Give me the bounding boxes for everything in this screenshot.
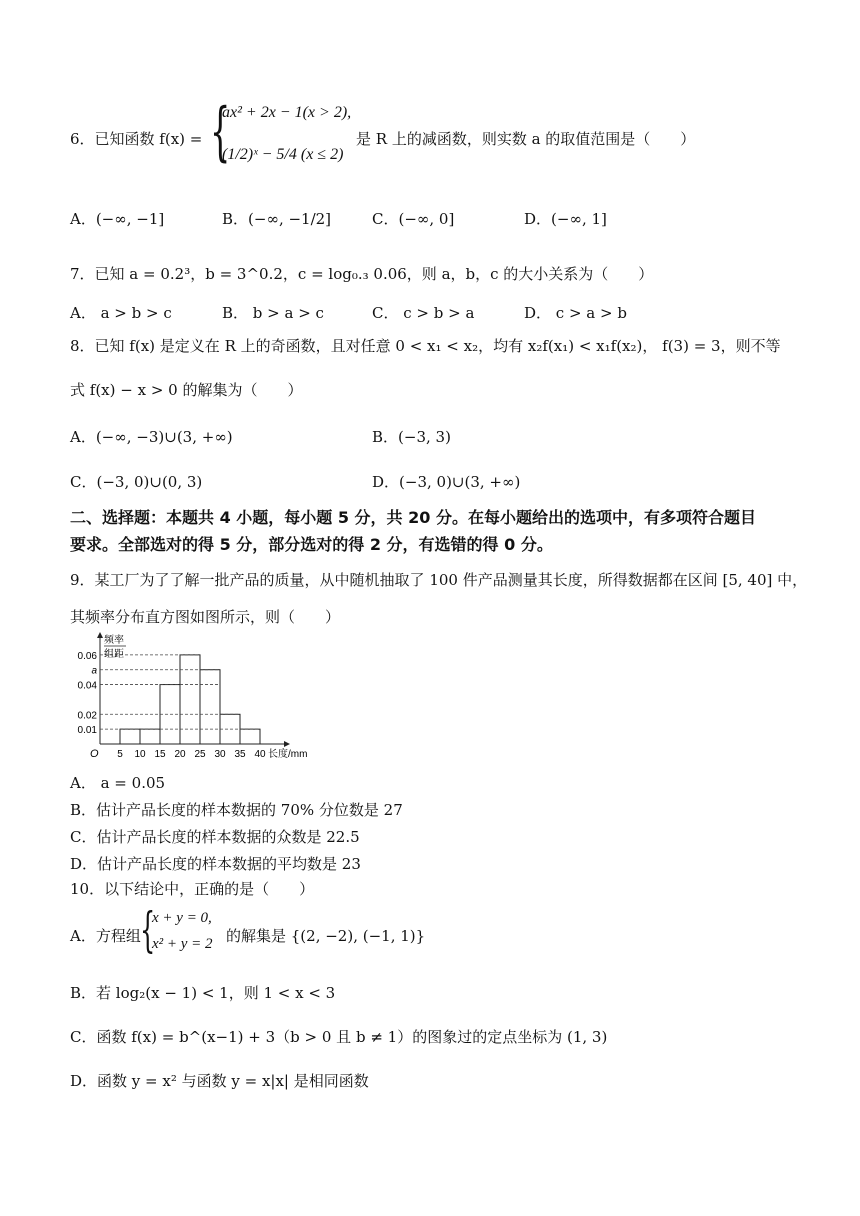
x-tick-label: 15 <box>154 749 166 760</box>
q6-piece1: ax² + 2x − 1(x > 2), <box>222 104 352 121</box>
y-tick-label: 0.06 <box>77 650 97 662</box>
q7-option-b: B． b > a > c <box>222 304 324 322</box>
q7-option-a: A． a > b > c <box>70 304 172 322</box>
q6-brace: { <box>210 95 231 169</box>
q9-stem: 9．某工厂为了了解一批产品的质量，从中随机抽取了 100 件产品测量其长度，所得数据都在区间 [5, 40] 中， <box>70 571 808 589</box>
section2-line2: 要求。全部选对的得 5 分，部分选对的得 2 分，有选错的得 0 分。 <box>70 535 553 554</box>
y-tick-label: 0.02 <box>77 710 97 722</box>
q10-stem: 10．以下结论中，正确的是（ ） <box>70 880 315 898</box>
frequency-histogram <box>70 630 308 770</box>
x-tick-label: 25 <box>194 749 206 760</box>
q7-option-d: D． c > a > b <box>524 304 627 322</box>
x-axis-arrow <box>284 741 290 747</box>
y-tick-label: 0.04 <box>77 680 97 692</box>
q9-option-a: A． a = 0.05 <box>70 774 166 792</box>
q8-stem2: 式 f(x) − x > 0 的解集为（ ） <box>70 381 303 399</box>
section2-line1: 二、选择题：本题共 4 小题，每小题 5 分，共 20 分。在每小题给出的选项中，有多项符合题目 <box>70 508 756 527</box>
histogram-bar <box>200 670 220 744</box>
x-tick-label: 35 <box>234 749 246 760</box>
q9-stem2: 其频率分布直方图如图所示，则（ ） <box>70 608 341 626</box>
y-axis-arrow <box>97 632 103 638</box>
q6-piece2: (1/2)ˣ − 5/4 (x ≤ 2) <box>222 146 344 163</box>
q8-option-a: A．(−∞, −3)∪(3, +∞) <box>70 428 233 446</box>
q10-option-a-suffix: 的解集是 {(2, −2), (−1, 1)} <box>226 927 426 945</box>
q9-option-c: C．估计产品长度的样本数据的众数是 22.5 <box>70 828 360 846</box>
q6-tail: 是 R 上的减函数，则实数 a 的取值范围是（ ） <box>356 130 696 148</box>
x-tick-label: 20 <box>174 749 186 760</box>
q7-stem: 7．已知 a = 0.2³，b = 3^0.2，c = log₀.₃ 0.06，则 a，b，c 的大小关系为（ ） <box>70 265 654 283</box>
q9-option-b: B．估计产品长度的样本数据的 70% 分位数是 27 <box>70 801 403 819</box>
x-axis-label: 长度/mm <box>268 749 308 760</box>
x-tick-label: 40 <box>254 749 266 760</box>
q7-option-c: C． c > b > a <box>372 304 475 322</box>
x-tick-label: 5 <box>117 749 123 760</box>
q10-brace: { <box>140 902 156 958</box>
q10-option-a-prefix: A．方程组 <box>70 927 141 945</box>
q8-stem: 8．已知 f(x) 是定义在 R 上的奇函数，且对任意 0 < x₁ < x₂，均有 x₂f(x₁) < x₁f(x₂)， f(3) = 3，则不等 <box>70 337 781 355</box>
origin-label: O <box>90 748 99 760</box>
histogram-bar <box>140 729 160 744</box>
q6-stem: 6．已知函数 f(x) = <box>70 130 203 148</box>
histogram-bar <box>180 655 200 744</box>
q10-option-c: C．函数 f(x) = b^(x−1) + 3（b > 0 且 b ≠ 1）的图象过的定点坐标为 (1, 3) <box>70 1028 608 1046</box>
histogram-bar <box>240 729 260 744</box>
q6-option-c: C．(−∞, 0] <box>372 210 455 228</box>
q10-eq2: x² + y = 2 <box>152 936 213 952</box>
q8-option-b: B．(−3, 3) <box>372 428 451 446</box>
x-tick-label: 10 <box>134 749 146 760</box>
y-tick-label: 0.01 <box>77 725 97 737</box>
y-axis-label-bottom: 组距 <box>104 649 124 660</box>
q6-option-a: A．(−∞, −1] <box>70 210 165 228</box>
histogram-bar <box>120 729 140 744</box>
q10-option-b: B．若 log₂(x − 1) < 1，则 1 < x < 3 <box>70 984 336 1002</box>
q10-option-d: D．函数 y = x² 与函数 y = x|x| 是相同函数 <box>70 1072 369 1090</box>
y-tick-label: a <box>91 665 97 677</box>
q10-eq1: x + y = 0, <box>152 910 212 926</box>
q6-option-d: D．(−∞, 1] <box>524 210 607 228</box>
y-axis-label-top: 频率 <box>104 635 124 646</box>
q8-option-d: D．(−3, 0)∪(3, +∞) <box>372 473 521 491</box>
q8-option-c: C．(−3, 0)∪(0, 3) <box>70 473 203 491</box>
x-tick-label: 30 <box>214 749 226 760</box>
q9-option-d: D．估计产品长度的样本数据的平均数是 23 <box>70 855 361 873</box>
q6-option-b: B．(−∞, −1/2] <box>222 210 332 228</box>
